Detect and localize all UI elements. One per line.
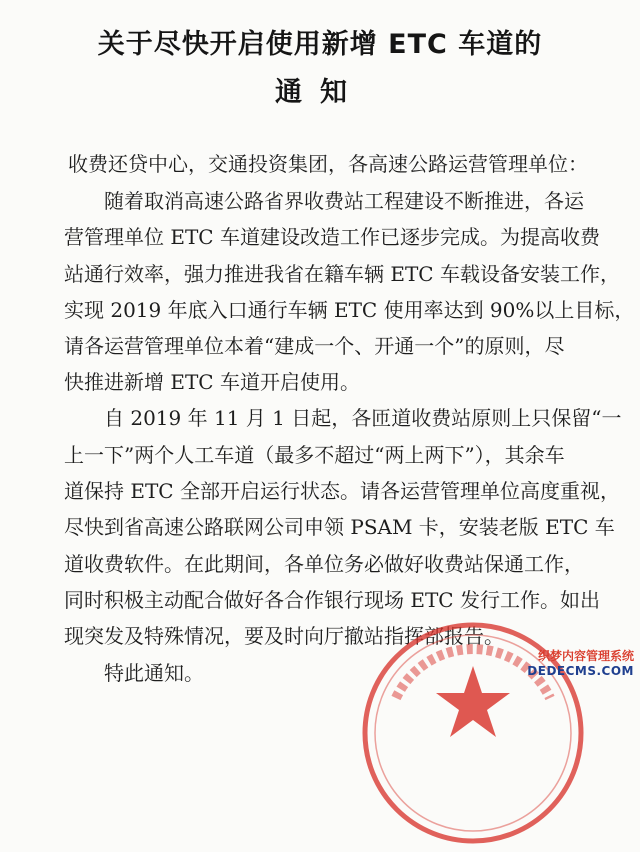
body-line: 随着取消高速公路省界收费站工程建设不断推进，各运 (104, 189, 584, 213)
body-line: 营管理单位 ETC 车道建设改造工作已逐步完成。为提高收费 (64, 225, 600, 249)
body-line: 自 2019 年 11 月 1 日起，各匝道收费站原则上只保留“一 (104, 406, 622, 430)
body-line: 尽快到省高速公路联网公司申领 PSAM 卡，安装老版 ETC 车 (64, 515, 615, 539)
seal-star-icon (436, 666, 510, 737)
document-title-line2: 通知 (275, 77, 365, 108)
body-line: 请各运营管理单位本着“建成一个、开通一个”的原则，尽 (64, 334, 565, 358)
body-line: 站通行效率，强力推进我省在籍车辆 ETC 车载设备安装工作， (64, 262, 620, 286)
body-line: 道保持 ETC 全部开启运行状态。请各运营管理单位高度重视， (64, 479, 620, 503)
document-title-line1: 关于尽快开启使用新增 ETC 车道的 (97, 29, 543, 60)
body-line: 现突发及特殊情况，要及时向厅撤站指挥部报告。 (64, 624, 504, 648)
body-line: 道收费软件。在此期间，各单位务必做好收费站保通工作， (64, 552, 584, 576)
body-line: 同时积极主动配合做好各合作银行现场 ETC 发行工作。如出 (64, 588, 600, 612)
closing-line: 特此通知。 (104, 661, 204, 685)
body-line: 快推进新增 ETC 车道开启使用。 (64, 370, 360, 394)
watermark (527, 647, 634, 678)
salutation: 收费还贷中心，交通投资集团，各高速公路运营管理单位： (68, 152, 588, 176)
watermark-line2: DEDECMS.COM (527, 664, 634, 678)
watermark-line1: 织梦内容管理系统 (537, 649, 634, 663)
body-line: 实现 2019 年底入口通行车辆 ETC 使用率达到 90%以上目标， (64, 298, 635, 322)
body-line: 上一下”两个人工车道（最多不超过“两上两下”），其余车 (64, 443, 565, 467)
